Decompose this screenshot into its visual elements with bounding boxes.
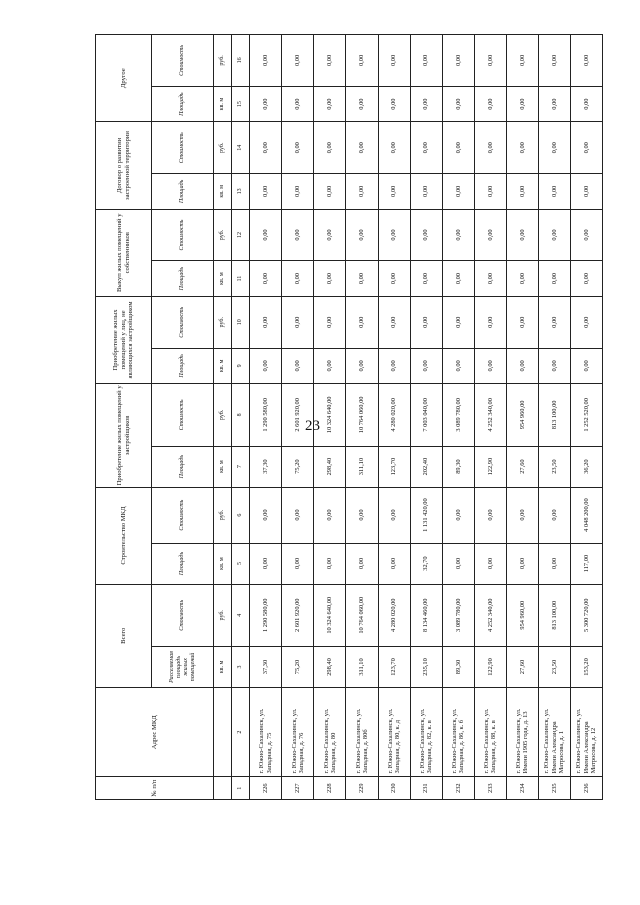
cell-c6: 0,00 [314,487,346,543]
cell-c5: 0,00 [378,543,410,584]
table-header [96,35,250,800]
row-address: г. Южно-Сахалинск, ул. Западная, д. 82, к. в [410,687,442,776]
cell-c16: 0,00 [474,35,506,87]
row-address: г. Южно-Сахалинск, ул. Имени 1905 года, д. 13 [506,687,538,776]
cell-c12: 0,00 [474,209,506,261]
cell-c5: 0,00 [250,543,282,584]
unit-m2: кв. м [214,446,232,487]
cell-c4: 4 280 020,00 [378,584,410,647]
cell-c14: 0,00 [506,122,538,174]
cell-c15: 0,00 [410,86,442,122]
cell-c14: 0,00 [282,122,314,174]
cell-c4: 10 324 640,00 [314,584,346,647]
cell-c7: 75,20 [282,446,314,487]
cell-c12: 0,00 [570,209,602,261]
cell-c8: 813 100,00 [538,384,570,447]
cell-c16: 0,00 [410,35,442,87]
cell-c10: 0,00 [410,296,442,348]
cell-c13: 0,00 [570,174,602,210]
cell-c13: 0,00 [346,174,378,210]
cell-c9: 0,00 [538,348,570,384]
cell-c10: 0,00 [346,296,378,348]
unit-m2: кв. м [214,174,232,210]
subheader-cost: Стоимость [152,122,214,174]
cell-c4: 2 601 920,00 [282,584,314,647]
cell-c12: 0,00 [250,209,282,261]
cell-c3: 311,10 [346,647,378,688]
header-purchase-non-developers: Приобретение жилых помещений у лиц, не являющихся застройщиком [96,296,152,383]
row-number: 232 [442,777,474,800]
cell-c8: 3 089 780,00 [442,384,474,447]
cell-c9: 0,00 [314,348,346,384]
cell-c3: 23,50 [538,647,570,688]
cell-c14: 0,00 [250,122,282,174]
cell-c6: 0,00 [442,487,474,543]
rotated-table-container [95,34,603,800]
cell-c15: 0,00 [442,86,474,122]
cell-c6: 4 048 200,00 [570,487,602,543]
cell-c3: 235,10 [410,647,442,688]
cell-c6: 0,00 [538,487,570,543]
unit-rub: руб. [214,122,232,174]
column-number: 10 [232,296,250,348]
page-number: 23 [305,418,320,434]
cell-c8: 1 252 520,00 [570,384,602,447]
cell-c13: 0,00 [378,174,410,210]
cell-c7: 123,70 [378,446,410,487]
table-row [346,35,378,800]
cell-c4: 4 252 340,00 [474,584,506,647]
cell-c5: 117,00 [570,543,602,584]
column-number: 13 [232,174,250,210]
cell-c12: 0,00 [506,209,538,261]
cell-c8: 1 290 580,00 [250,384,282,447]
row-address: г. Южно-Сахалинск, ул. Западная, д. 76 [282,687,314,776]
unit-m2: кв. м [214,261,232,297]
column-number: 3 [232,647,250,688]
column-number: 8 [232,384,250,447]
cell-c6: 0,00 [474,487,506,543]
row-number: 235 [538,777,570,800]
cell-c11: 0,00 [538,261,570,297]
unit-rub: руб. [214,209,232,261]
unit-m2: кв. м [214,647,232,688]
subheader-area: Площадь [152,86,214,122]
cell-c13: 0,00 [474,174,506,210]
cell-c13: 0,00 [506,174,538,210]
cell-c5: 0,00 [282,543,314,584]
header-purchase-developers: Приобретение жилых помещений у застройщиков [96,384,152,487]
cell-c12: 0,00 [314,209,346,261]
unit-rub: руб. [214,296,232,348]
cell-c15: 0,00 [378,86,410,122]
cell-c6: 1 131 420,00 [410,487,442,543]
cell-c9: 0,00 [250,348,282,384]
resettlement-table [95,34,603,800]
cell-c4: 3 089 780,00 [442,584,474,647]
cell-c9: 0,00 [282,348,314,384]
cell-c4: 954 960,00 [506,584,538,647]
header-construction: Строительство МКД [96,487,152,584]
table-row [442,35,474,800]
cell-c7: 27,60 [506,446,538,487]
cell-c16: 0,00 [378,35,410,87]
row-address: г. Южно-Сахалинск, ул. Западная, д. 86, к. б [442,687,474,776]
row-address: г. Южно-Сахалинск, ул. Имени Александра Матросова, д. 1 [538,687,570,776]
cell-c4: 8 134 460,00 [410,584,442,647]
cell-c7: 122,90 [474,446,506,487]
subheader-area: Площадь [152,543,214,584]
cell-c6: 0,00 [378,487,410,543]
cell-c4: 5 300 720,00 [570,584,602,647]
table-body [250,35,603,800]
cell-c11: 0,00 [314,261,346,297]
cell-c11: 0,00 [410,261,442,297]
subheader-cost: Стоимость [152,584,214,647]
table-row [410,35,442,800]
cell-c15: 0,00 [250,86,282,122]
cell-c15: 0,00 [538,86,570,122]
cell-c14: 0,00 [538,122,570,174]
cell-c15: 0,00 [282,86,314,122]
column-number: 14 [232,122,250,174]
column-number: 9 [232,348,250,384]
cell-c8: 10 324 640,00 [314,384,346,447]
unit-empty [214,687,232,776]
cell-c16: 0,00 [538,35,570,87]
cell-c3: 122,90 [474,647,506,688]
cell-c7: 298,40 [314,446,346,487]
cell-c12: 0,00 [442,209,474,261]
cell-c9: 0,00 [570,348,602,384]
row-number: 234 [506,777,538,800]
cell-c15: 0,00 [506,86,538,122]
cell-c7: 36,20 [570,446,602,487]
cell-c16: 0,00 [282,35,314,87]
cell-c12: 0,00 [378,209,410,261]
cell-c14: 0,00 [314,122,346,174]
row-number: 231 [410,777,442,800]
cell-c8: 4 280 020,00 [378,384,410,447]
subheader-area: Площадь [152,174,214,210]
cell-c5: 0,00 [314,543,346,584]
row-number: 228 [314,777,346,800]
cell-c3: 153,20 [570,647,602,688]
cell-c15: 0,00 [570,86,602,122]
row-number: 236 [570,777,602,800]
table-row [378,35,410,800]
cell-c13: 0,00 [442,174,474,210]
subheader-area: Площадь [152,348,214,384]
column-number: 12 [232,209,250,261]
cell-c11: 0,00 [250,261,282,297]
subheader-cost: Стоимость [152,209,214,261]
unit-rub: руб. [214,487,232,543]
cell-c6: 0,00 [250,487,282,543]
cell-c10: 0,00 [570,296,602,348]
column-number: 16 [232,35,250,87]
cell-c14: 0,00 [378,122,410,174]
header-num: № п/п [96,777,214,800]
cell-c3: 75,20 [282,647,314,688]
cell-c10: 0,00 [250,296,282,348]
cell-c4: 1 290 580,00 [250,584,282,647]
header-buyout: Выкуп жилых помещений у собственников [96,209,152,296]
cell-c16: 0,00 [442,35,474,87]
table-row [250,35,282,800]
cell-c10: 0,00 [538,296,570,348]
cell-c10: 0,00 [282,296,314,348]
cell-c8: 10 764 060,00 [346,384,378,447]
cell-c16: 0,00 [570,35,602,87]
cell-c12: 0,00 [346,209,378,261]
column-number: 5 [232,543,250,584]
cell-c11: 0,00 [378,261,410,297]
cell-c14: 0,00 [570,122,602,174]
cell-c16: 0,00 [346,35,378,87]
table-row [538,35,570,800]
unit-m2: кв. м [214,543,232,584]
cell-c3: 37,30 [250,647,282,688]
column-number: 6 [232,487,250,543]
subheader-area: Площадь [152,446,214,487]
header-total: Всего [96,584,152,687]
cell-c15: 0,00 [314,86,346,122]
cell-c4: 813 100,00 [538,584,570,647]
row-number: 227 [282,777,314,800]
cell-c6: 0,00 [282,487,314,543]
table-row [506,35,538,800]
cell-c12: 0,00 [410,209,442,261]
cell-c5: 0,00 [474,543,506,584]
cell-c16: 0,00 [314,35,346,87]
cell-c11: 0,00 [282,261,314,297]
unit-m2: кв. м [214,86,232,122]
row-address: г. Южно-Сахалинск, ул. Западная, д. 80б [346,687,378,776]
cell-c15: 0,00 [346,86,378,122]
subheader-cost: Стоимость [152,35,214,87]
cell-c14: 0,00 [346,122,378,174]
cell-c11: 0,00 [474,261,506,297]
cell-c3: 298,40 [314,647,346,688]
cell-c7: 23,50 [538,446,570,487]
cell-c13: 0,00 [538,174,570,210]
cell-c3: 123,70 [378,647,410,688]
cell-c5: 32,70 [410,543,442,584]
cell-c12: 0,00 [282,209,314,261]
cell-c14: 0,00 [410,122,442,174]
cell-c13: 0,00 [314,174,346,210]
cell-c12: 0,00 [538,209,570,261]
cell-c9: 0,00 [346,348,378,384]
cell-c9: 0,00 [442,348,474,384]
row-address: г. Южно-Сахалинск, ул. Западная, д. 88, к. в [474,687,506,776]
row-number: 229 [346,777,378,800]
row-address: г. Южно-Сахалинск, ул. Имени Александра Матросова, д. 12 [570,687,602,776]
cell-c6: 0,00 [346,487,378,543]
row-number: 230 [378,777,410,800]
header-development-agreement: Договор о развитии застроенной территории [96,122,152,209]
cell-c3: 27,60 [506,647,538,688]
cell-c13: 0,00 [282,174,314,210]
cell-c5: 0,00 [346,543,378,584]
table-row [570,35,602,800]
cell-c5: 0,00 [442,543,474,584]
cell-c8: 4 252 340,00 [474,384,506,447]
row-address: г. Южно-Сахалинск, ул. Западная, д. 75 [250,687,282,776]
cell-c14: 0,00 [442,122,474,174]
cell-c10: 0,00 [506,296,538,348]
cell-c7: 37,30 [250,446,282,487]
table-row [314,35,346,800]
table-row [282,35,314,800]
column-number: 1 [232,777,250,800]
row-address: г. Южно-Сахалинск, ул. Западная, д. 80, к. д [378,687,410,776]
cell-c15: 0,00 [474,86,506,122]
cell-c10: 0,00 [378,296,410,348]
table-row [474,35,506,800]
unit-rub: руб. [214,35,232,87]
cell-c9: 0,00 [410,348,442,384]
row-number: 226 [250,777,282,800]
subheader-cost: Стоимость [152,296,214,348]
subheader-area-reset: Расселяемая площадь жилых помещений [152,647,214,688]
cell-c16: 0,00 [506,35,538,87]
cell-c3: 89,30 [442,647,474,688]
cell-c13: 0,00 [250,174,282,210]
cell-c9: 0,00 [506,348,538,384]
unit-empty [214,777,232,800]
cell-c8: 7 003 040,00 [410,384,442,447]
subheader-cost: Стоимость [152,487,214,543]
cell-c7: 202,40 [410,446,442,487]
cell-c7: 89,30 [442,446,474,487]
cell-c6: 0,00 [506,487,538,543]
subheader-cost: Стоимость [152,384,214,447]
subheader-area: Площадь [152,261,214,297]
column-number: 15 [232,86,250,122]
cell-c13: 0,00 [410,174,442,210]
cell-c10: 0,00 [442,296,474,348]
unit-m2: кв. м [214,348,232,384]
cell-c16: 0,00 [250,35,282,87]
column-number: 2 [232,687,250,776]
cell-c11: 0,00 [570,261,602,297]
cell-c11: 0,00 [346,261,378,297]
row-number: 233 [474,777,506,800]
column-number: 4 [232,584,250,647]
unit-rub: руб. [214,384,232,447]
cell-c9: 0,00 [378,348,410,384]
cell-c4: 10 764 060,00 [346,584,378,647]
cell-c10: 0,00 [474,296,506,348]
unit-rub: руб. [214,584,232,647]
cell-c11: 0,00 [506,261,538,297]
cell-c5: 0,00 [506,543,538,584]
cell-c7: 311,10 [346,446,378,487]
cell-c11: 0,00 [442,261,474,297]
cell-c5: 0,00 [538,543,570,584]
cell-c9: 0,00 [474,348,506,384]
column-number: 7 [232,446,250,487]
header-other: Другое [96,35,152,122]
header-address: Адрес МКД [96,687,214,776]
cell-c8: 2 601 920,00 [282,384,314,447]
cell-c14: 0,00 [474,122,506,174]
row-address: г. Южно-Сахалинск, ул. Западная, д. 80 [314,687,346,776]
cell-c10: 0,00 [314,296,346,348]
column-number: 11 [232,261,250,297]
cell-c8: 954 960,00 [506,384,538,447]
